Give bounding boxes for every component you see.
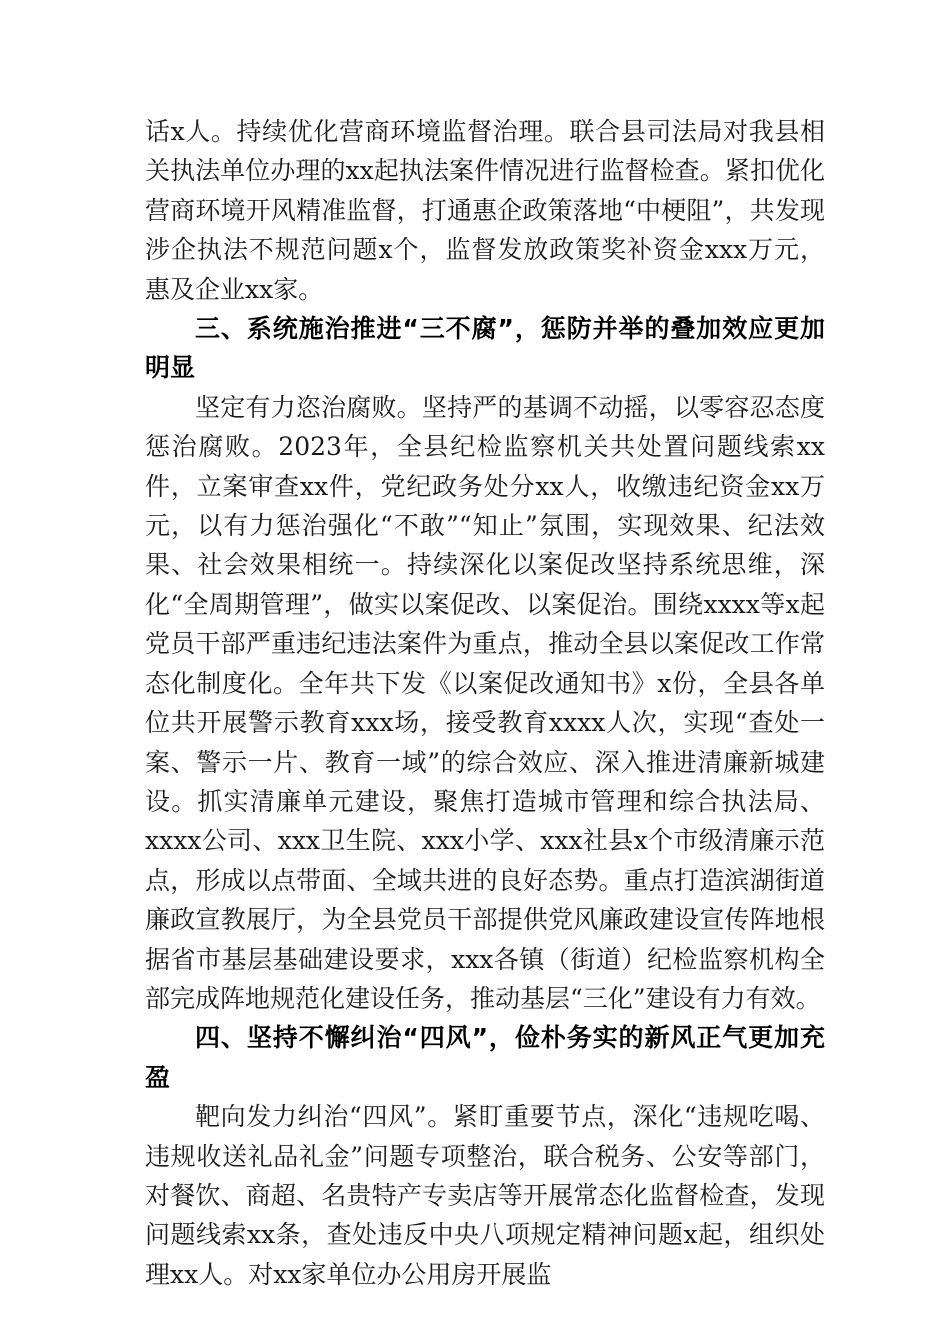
paragraph-continuation: 话x人。持续优化营商环境监督治理。联合县司法局对我县相关执法单位办理的xx起执法案件情况进行监督检查。紧扣优化营商环境开风精准监督，打通惠企政策落地“中梗阻”，共发现涉企执法不规范问题x个，监督发放政策奖补资金xxx万元，惠及企业xx家。 (145, 117, 825, 304)
paragraph-four-winds: 靶向发力纠治“四风”。紧盯重要节点，深化“违规吃喝、违规收送礼品礼金”问题专项整治，联合税务、公安等部门，对餐饮、商超、名贵特产专卖店等开展常态化监督检查，发现问题线索xx条，查处违反中央八项规定精神问题x起，组织处理xx人。对xx家单位办公用房开展监 (145, 1102, 825, 1289)
section-heading-three: 三、系统施治推进“三不腐”，惩防并举的叠加效应更加明显 (145, 314, 825, 383)
document-body (145, 112, 825, 1294)
paragraph-anti-corruption: 坚定有力恣治腐败。坚持严的基调不动摇，以零容忍态度惩治腐败。2023年，全县纪检监察机关共处置问题线索xx件，立案审查xx件，党纪政务处分xx人，收缴违纪资金xx万元，以有力惩治强化“不敢”“知止”氛围，实现效果、纪法效果、社会效果相统一。持续深化以案促改坚持系统思维，深化“全周期管理”，做实以案促改、以案促治。围绕xxxx等x起党员干部严重违纪违法案件为重点，推动全县以案促改工作常态化制度化。全年共下发《以案促改通知书》x份，全县各单位共开展警示教育xxx场，接受教育xxxx人次，实现“查处一案、警示一片、教育一域”的综合效应、深入推进清廉新城建设。抓实清廉单元建设，聚焦打造城市管理和综合执法局、xxxx公司、xxx卫生院、xxx小学、xxx社县x个市级清廉示范点，形成以点带面、全域共进的良好态势。重点打造滨湖街道廉政宣教展厅，为全县党员干部提供党风廉政建设宣传阵地根据省市基层基础建设要求，xxx各镇（街道）纪检监察机构全部完成阵地规范化建设任务，推动基层“三化”建设有力有效。 (145, 392, 825, 1013)
section-heading-four: 四、坚持不懈纠治“四风”，俭朴务实的新风正气更加充盈 (145, 1023, 825, 1092)
